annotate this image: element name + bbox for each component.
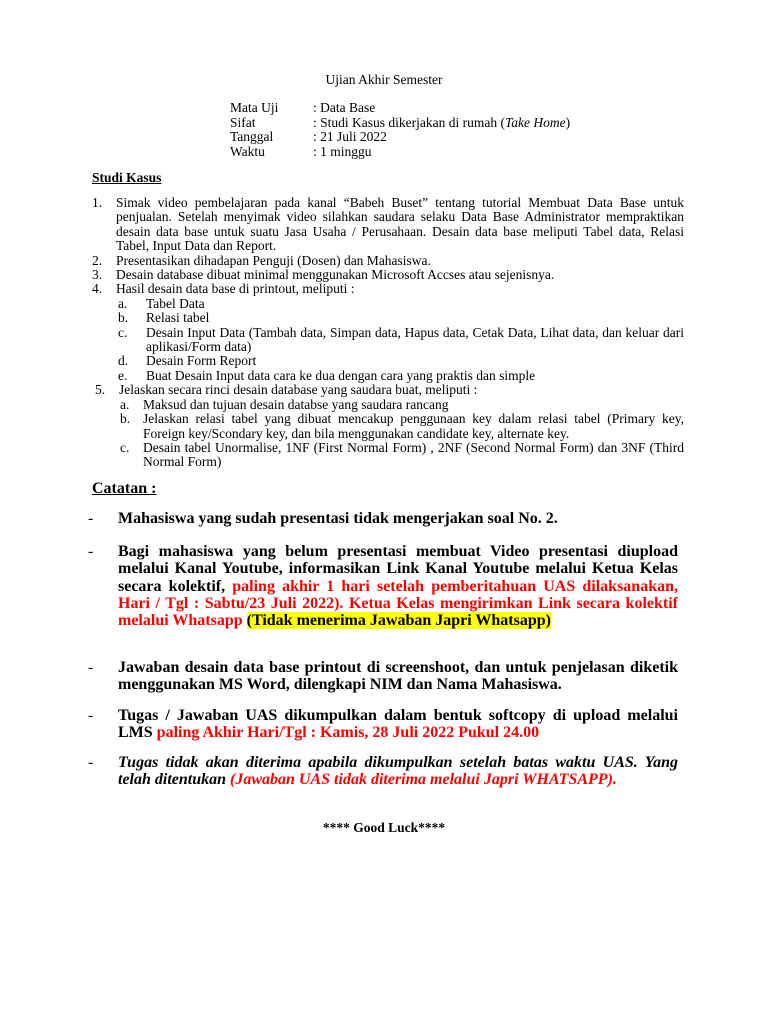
meta-row-mata-uji [230, 101, 570, 116]
meta-key: Sifat [230, 114, 256, 130]
list-item: 4. Hasil desain data base di printout, meliputi : [92, 281, 355, 297]
exam-title: Ujian Akhir Semester [325, 72, 443, 87]
meta-row-sifat [230, 116, 570, 131]
meta-value-italic: Take Home [504, 114, 566, 130]
sub-list-item: d. Desain Form Report [118, 353, 257, 369]
dash-bullet: - [88, 707, 94, 724]
meta-key: Mata Uji [230, 100, 279, 115]
note-item: - Tugas / Jawaban UAS dikumpulkan dalam bentuk softcopy di upload melalui LMS paling Akhir Hari/Tgl : Kamis, 28 Juli 2022 Pukul 24.00 [88, 707, 678, 742]
meta-key: Waktu [230, 143, 265, 159]
dash-bullet: - [88, 543, 94, 560]
list-item: 2. Presentasikan dihadapan Penguji (Dosen) dan Mahasiswa. [92, 252, 431, 268]
highlighted-text: (Tidak menerima Jawaban Japri Whatsapp) [246, 612, 551, 630]
meta-value: : 1 minggu [313, 143, 372, 159]
list-item: 3. Desain database dibuat minimal menggunakan Microsoft Accses atau sejenisnya. [92, 267, 555, 283]
meta-value: : Data Base [313, 100, 376, 115]
sub-list-item: b. Relasi tabel [118, 310, 210, 326]
dash-bullet: - [88, 659, 94, 676]
deadline-red-text: paling akhir 1 hari setelah pemberitahuan UAS dilaksanakan, Hari / Tgl : Sabtu/23 Juli 2022). Ketua Kelas mengirimkan Link secara kolektif melalui Whatsapp [118, 577, 678, 630]
sub-list-item: a. Tabel Data [118, 295, 205, 311]
studi-kasus-heading: Studi Kasus [92, 170, 162, 185]
good-luck: **** Good Luck**** [322, 820, 446, 835]
catatan-heading: Catatan : [92, 480, 157, 497]
case-list [92, 196, 684, 470]
dash-bullet: - [88, 510, 94, 527]
note-item: - Mahasiswa yang sudah presentasi tidak mengerjakan soal No. 2. [88, 510, 558, 527]
dash-bullet: - [88, 754, 94, 771]
meta-value: : Studi Kasus dikerjakan di rumah (Take Home) [313, 114, 571, 130]
note-item: - Tugas tidak akan diterima apabila dikumpulkan setelah batas waktu UAS. Yang telah ditentukan (Jawaban UAS tidak diterima melalui Japri WHATSAPP). [88, 754, 678, 789]
note-item: - Jawaban desain data base printout di screenshoot, dan untuk penjelasan diketik menggunakan MS Word, dilengkapi NIM dan Nama Mahasiswa. [88, 659, 678, 694]
sub-list-item: c. Desain Input Data (Tambah data, Simpan data, Hapus data, Cetak Data, Lihat data, dan keluar dari aplikasi/Form data) [118, 324, 684, 355]
note-item: - Bagi mahasiswa yang belum presentasi membuat Video presentasi diupload melalui Kanal Youtube, informasikan Link Kanal Youtube melalui Ketua Kelas secara kolektif, paling akhir 1 hari setelah pemberitahuan UAS dilaksanakan, Hari / Tgl : Sabtu/23 Juli 2022). Ketua Kelas mengirimkan Link secara kolektif melalui Whatsapp (Tidak menerima Jawaban Japri Whatsapp) [88, 543, 678, 630]
deadline-red-text: paling Akhir Hari/Tgl : Kamis, 28 Juli 2022 Pukul 24.00 [152, 724, 540, 742]
meta-key: Tanggal [230, 129, 274, 144]
exam-meta [230, 101, 570, 159]
meta-row-waktu [230, 145, 570, 160]
list-item: 1. Simak video pembelajaran pada kanal “Babeh Buset” tentang tutorial Membuat Data Base untuk penjualan. Setelah menyimak video silahkan saudara selaku Data Base Administrator mempraktikan desain data base untuk suatu Jasa Usaha / Perusahaan. Desain data base meliputi Tabel data, Relasi Tabel, Input Data dan Report. [92, 195, 684, 254]
sub-list-item: e. Buat Desain Input data cara ke dua dengan cara yang praktis dan simple [118, 367, 536, 383]
list-item: 5. Jelaskan secara rinci desain database yang saudara buat, meliputi : [95, 382, 478, 398]
sub-list-item: b. Jelaskan relasi tabel yang dibuat mencakup penggunaan key dalam relasi tabel (Primary key, Foreign key/Scondary key, dan bila menggunakan candidate key, alternate key. [120, 411, 684, 441]
warning-red-text: (Jawaban UAS tidak diterima melalui Japri WHATSAPP). [226, 771, 617, 789]
sub-list-item: c. Desain tabel Unormalise, 1NF (First Normal Form) , 2NF (Second Normal Form) dan 3NF (Third Normal Form) [120, 439, 684, 470]
meta-value: : 21 Juli 2022 [313, 129, 387, 144]
meta-row-tanggal [230, 130, 570, 145]
sub-list-item: a. Maksud dan tujuan desain databse yang saudara rancang [120, 396, 449, 412]
